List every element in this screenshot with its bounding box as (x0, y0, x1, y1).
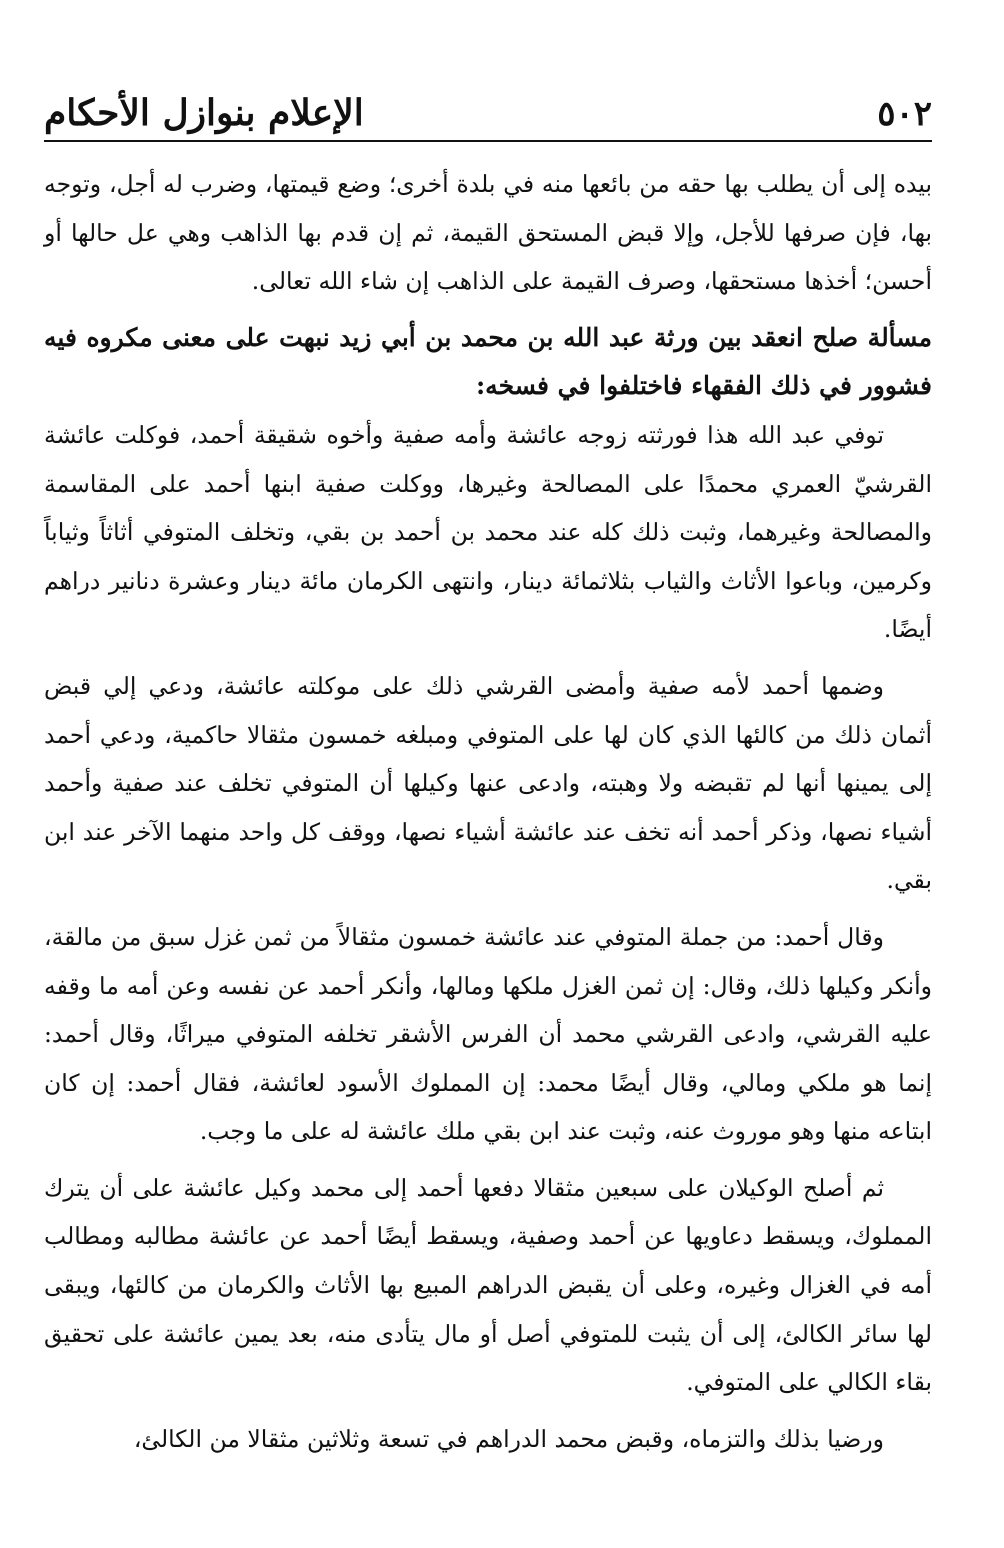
page-body (44, 160, 932, 1463)
paragraph: وقال أحمد: من جملة المتوفي عند عائشة خمسون مثقالاً من ثمن غزل سبق من مالقة، وأنكر وكيلها ذلك، وقال: إن ثمن الغزل ملكها ومالها، وأنكر أحمد عن نفسه وعن أمه ما وقفه عليه القرشي، وادعى القرشي محمد أن الفرس الأشقر تخلفه المتوفي ميراثًا، وقال أحمد: إنما هو ملكي ومالي، وقال أيضًا محمد: إن المملوك الأسود لعائشة، فقال أحمد: إن كان ابتاعه منها وهو موروث عنه، وثبت عند ابن بقي ملك عائشة له على ما وجب. (44, 922, 932, 1146)
paragraph: ثم أصلح الوكيلان على سبعين مثقالا دفعها أحمد إلى محمد وكيل عائشة على أن يترك المملوك، ويسقط دعاويها عن أحمد وصفية، ويسقط أيضًا أحمد عن عائشة مطالبه ومطالب أمه في الغزال وغيره، وعلى أن يقبض الدراهم المبيع بها الأثاث والكرمان من كالئها، ويبقى لها سائر الكالئ، إلى أن يثبت للمتوفي أصل أو مال يتأدى منه، بعد يمين عائشة على تحقيق بقاء الكالي على المتوفي. (44, 1173, 932, 1397)
section-heading: مسألة صلح انعقد بين ورثة عبد الله بن محمد بن أبي زيد نبهت على معنى مكروه فيه فشوور في ذلك الفقهاء فاختلفوا في فسخه: (44, 322, 932, 401)
paragraph: وضمها أحمد لأمه صفية وأمضى القرشي ذلك على موكلته عائشة، ودعي إلي قبض أثمان ذلك من كالئها الذي كان لها على المتوفي ومبلغه خمسون مثقالا حاكمية، ودعي أحمد إلى يمينها أنها لم تقبضه ولا وهبته، وادعى عنها وكيلها أن المتوفي تخلف عند صفية وأحمد أشياء نصها، وذكر أحمد أنه تخف عند عائشة أشياء نصها، ووقف كل واحد منهما الآخر عند ابن بقي. (44, 671, 932, 895)
paragraph: ورضيا بذلك والتزماه، وقبض محمد الدراهم في تسعة وثلاثين مثقالا من الكالئ، (133, 1424, 884, 1453)
page-number: ٥٠٢ (877, 94, 932, 134)
book-title: الإعلام بنوازل الأحكام (44, 92, 364, 134)
paragraph: توفي عبد الله هذا فورثته زوجه عائشة وأمه صفية وأخوه شقيقة أحمد، فوكلت عائشة القرشيّ العمري محمدًا على المصالحة وغيرها، ووكلت صفية ابنها أحمد على المقاسمة والمصالحة وغيرهما، وثبت ذلك كله عند محمد بن أحمد بن بقي، وتخلف المتوفي أثاثاً وثياباً وكرمين، وباعوا الأثاث والثياب بثلاثمائة دينار، وانتهى الكرمان مائة دينار وعشرة دنانير دراهم أيضًا. (44, 420, 932, 644)
paragraph-continuation: بيده إلى أن يطلب بها حقه من بائعها منه في بلدة أخرى؛ وضع قيمتها، وضرب له أجل، وتوجه بها، فإن صرفها للأجل، وإلا قبض المستحق القيمة، ثم إن قدم بها الذاهب وهي عل حالها أو أحسن؛ أخذها مستحقها، وصرف القيمة على الذاهب إن شاء الله تعالى. (44, 170, 932, 296)
page-header (44, 78, 932, 142)
